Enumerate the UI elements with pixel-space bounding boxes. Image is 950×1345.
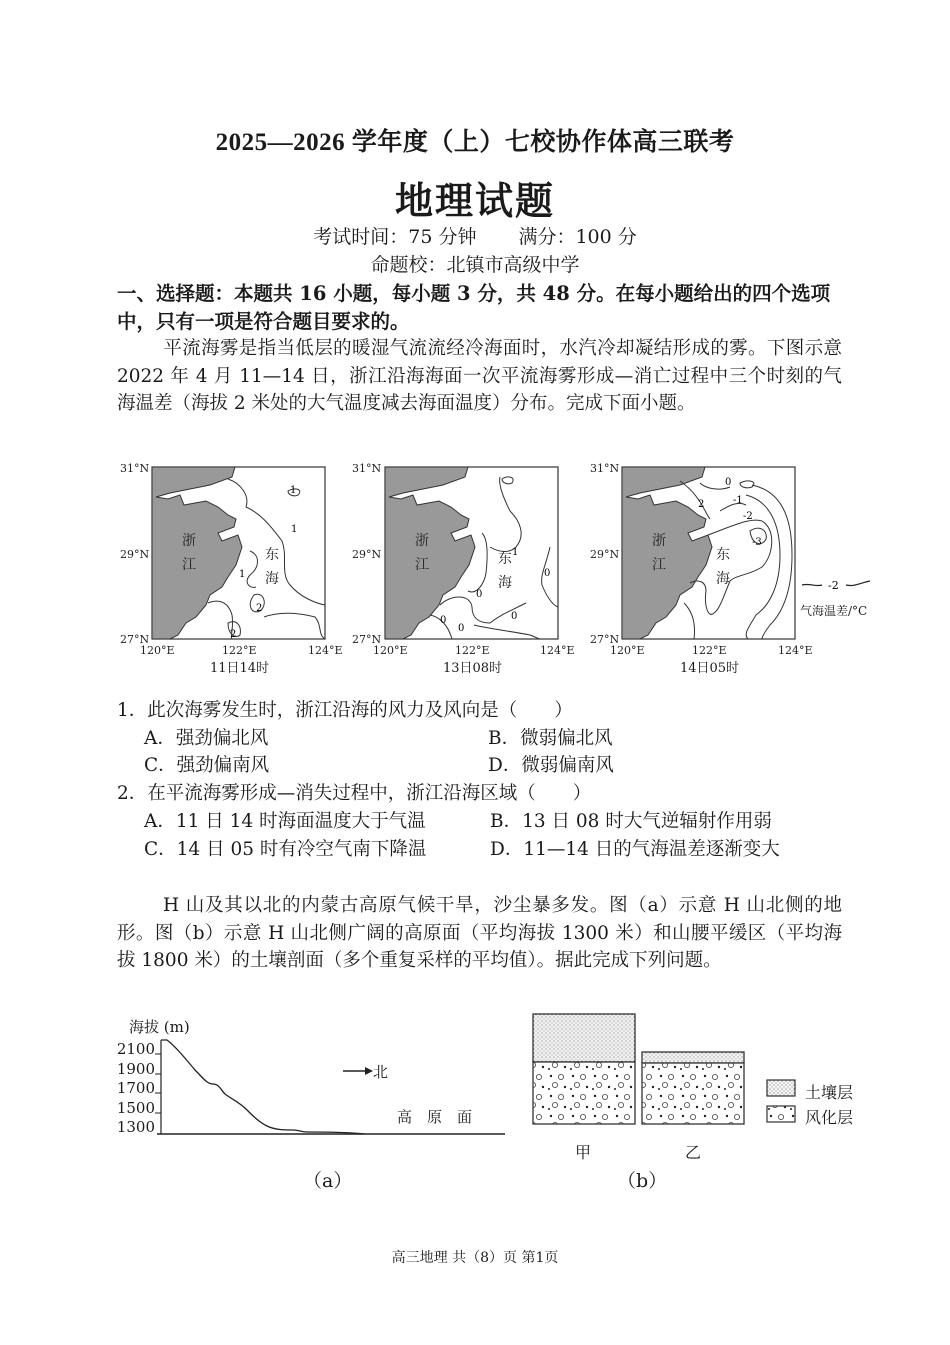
- svg-text:1: 1: [290, 485, 297, 496]
- q1-option-d[interactable]: D．微弱偏南风: [488, 755, 614, 776]
- figure-b-caption: （b）: [617, 1170, 668, 1192]
- y-axis-title: 海拔 (m): [129, 1018, 190, 1036]
- exam-meta: [0, 222, 950, 249]
- svg-text:-2: -2: [828, 579, 839, 592]
- weathered-layer-legend-icon: [767, 1106, 795, 1122]
- q2-option-b[interactable]: B．13 日 08 时大气逆辐射作用弱: [490, 811, 772, 832]
- setter-school: 命题校：北镇市高级中学: [370, 254, 580, 276]
- svg-text:海: 海: [265, 571, 279, 587]
- passage-2: [117, 892, 842, 975]
- isoline-legend-icon: [800, 577, 880, 593]
- terrain-profile: [115, 1012, 515, 1152]
- figure-a-terrain: [115, 1012, 515, 1197]
- svg-text:江: 江: [415, 557, 429, 573]
- svg-text:120°E: 120°E: [140, 644, 175, 657]
- svg-text:122°E: 122°E: [692, 644, 727, 657]
- q1-option-b[interactable]: B．微弱偏北风: [488, 728, 613, 749]
- svg-text:27°N: 27°N: [352, 633, 382, 646]
- profile-label-yi: 乙: [685, 1143, 702, 1162]
- svg-text:29°N: 29°N: [590, 548, 620, 561]
- exam-title: 2025—2026 学年度（上）七校协作体高三联考: [215, 129, 735, 156]
- svg-text:31°N: 31°N: [590, 462, 620, 475]
- svg-text:1: 1: [512, 547, 519, 558]
- svg-text:31°N: 31°N: [352, 462, 382, 475]
- svg-text:-3: -3: [752, 537, 762, 548]
- plateau-label: 高 原 面: [397, 1108, 473, 1126]
- svg-text:1: 1: [239, 569, 246, 580]
- passage-2-text: H 山及其以北的内蒙古高原气候干旱，沙尘暴多发。图（a）示意 H 山北侧的地形。图（b）示意 H 山北侧广阔的高原面（平均海拔 1300 米）和山腰平缓区（平均海拔 1800 米）的土壤剖面（多个重复采样的平均值）。据此完成下列问题。: [117, 895, 842, 971]
- svg-text:海: 海: [716, 571, 730, 587]
- q1-option-c[interactable]: C．强劲偏南风: [144, 755, 270, 776]
- passage-1-text: 平流海雾是指当低层的暖湿气流流经冷海面时，水汽冷却凝结形成的雾。下图示意 2022 年 4 月 11—14 日，浙江沿海海面一次平流海雾形成—消亡过程中三个时刻的气海温差（海拔 2 米处的大气温度减去海面温度）分布。完成下面小题。: [117, 338, 842, 414]
- map-panel-1: [110, 455, 350, 685]
- map-3-caption: 14日05时: [679, 661, 740, 676]
- svg-text:124°E: 124°E: [540, 644, 575, 657]
- q2-option-d[interactable]: D．11—14 日的气海温差逐渐变大: [490, 839, 780, 860]
- exam-time: 考试时间：75 分钟: [313, 226, 477, 248]
- svg-text:海: 海: [498, 575, 512, 591]
- full-score: 满分：100 分: [518, 226, 637, 248]
- svg-text:-1: -1: [733, 495, 743, 506]
- map-1-caption: 11日14时: [209, 661, 270, 676]
- svg-text:122°E: 122°E: [455, 644, 490, 657]
- subject-title: 地理试题: [394, 178, 555, 223]
- svg-text:120°E: 120°E: [373, 644, 408, 657]
- svg-text:-2: -2: [743, 511, 753, 522]
- map-panel-3: [580, 455, 820, 685]
- profile-label-jia: 甲: [575, 1143, 592, 1162]
- svg-text:2: 2: [256, 603, 263, 614]
- sea-fog-maps: [110, 455, 890, 685]
- page-footer: 高三地理 共（8）页 第1页: [391, 1250, 559, 1266]
- svg-text:120°E: 120°E: [610, 644, 645, 657]
- svg-text:29°N: 29°N: [352, 548, 382, 561]
- lat-31: 31°N: [120, 462, 150, 475]
- svg-text:浙: 浙: [182, 533, 196, 549]
- svg-text:0: 0: [544, 568, 551, 579]
- svg-text:江: 江: [652, 557, 666, 573]
- q1-option-a[interactable]: A．强劲偏北风: [144, 728, 269, 749]
- svg-text:124°E: 124°E: [778, 644, 813, 657]
- map-3-graphic: [580, 455, 820, 685]
- legend-weathered-layer: 风化层: [805, 1108, 854, 1127]
- svg-text:0: 0: [458, 623, 465, 634]
- svg-text:1: 1: [291, 524, 298, 535]
- svg-text:27°N: 27°N: [590, 633, 620, 646]
- svg-text:东: 东: [716, 547, 730, 563]
- lat-29: 29°N: [120, 548, 150, 561]
- figure-b-soil-profiles: [525, 1012, 875, 1197]
- svg-text:东: 东: [265, 547, 279, 563]
- map-legend-label: 气海温差/°C: [800, 604, 868, 618]
- svg-text:浙: 浙: [652, 533, 666, 549]
- svg-text:0: 0: [476, 589, 483, 600]
- lat-27: 27°N: [120, 633, 150, 646]
- question-1-stem: 1．此次海雾发生时，浙江沿海的风力及风向是（ ）: [117, 700, 573, 721]
- north-label: 北: [373, 1063, 389, 1081]
- map-2-graphic: [340, 455, 580, 685]
- q2-option-a[interactable]: A．11 日 14 时海面温度大于气温: [144, 811, 426, 832]
- figure-a-caption: （a）: [303, 1170, 353, 1192]
- y-ticks: 2100 1900 1700 1500 1300: [116, 1040, 155, 1136]
- svg-text:0: 0: [725, 477, 732, 488]
- question-2-stem: 2．在平流海雾形成—消失过程中，浙江沿海区域（ ）: [117, 783, 592, 804]
- svg-text:0: 0: [511, 611, 518, 622]
- svg-text:浙: 浙: [415, 533, 429, 549]
- map-legend: [800, 577, 900, 619]
- svg-text:124°E: 124°E: [308, 644, 343, 657]
- svg-text:2: 2: [230, 629, 237, 640]
- legend-soil-layer: 土壤层: [805, 1083, 854, 1102]
- q2-option-c[interactable]: C．14 日 05 时有冷空气南下降温: [144, 839, 427, 860]
- section-heading: 一、选择题：本题共 16 小题，每小题 3 分，共 48 分。在每小题给出的四个选项中，只有一项是符合题目要求的。: [117, 282, 831, 333]
- map-panel-2: [340, 455, 580, 685]
- svg-text:0: 0: [440, 615, 447, 626]
- map-1-graphic: [110, 455, 350, 685]
- map-2-caption: 13日08时: [442, 661, 503, 676]
- svg-text:2: 2: [698, 499, 705, 510]
- svg-text:东: 东: [498, 551, 512, 567]
- svg-text:122°E: 122°E: [222, 644, 257, 657]
- passage-1: [117, 335, 842, 418]
- svg-text:江: 江: [182, 557, 196, 573]
- soil-layer-legend-icon: [767, 1080, 795, 1096]
